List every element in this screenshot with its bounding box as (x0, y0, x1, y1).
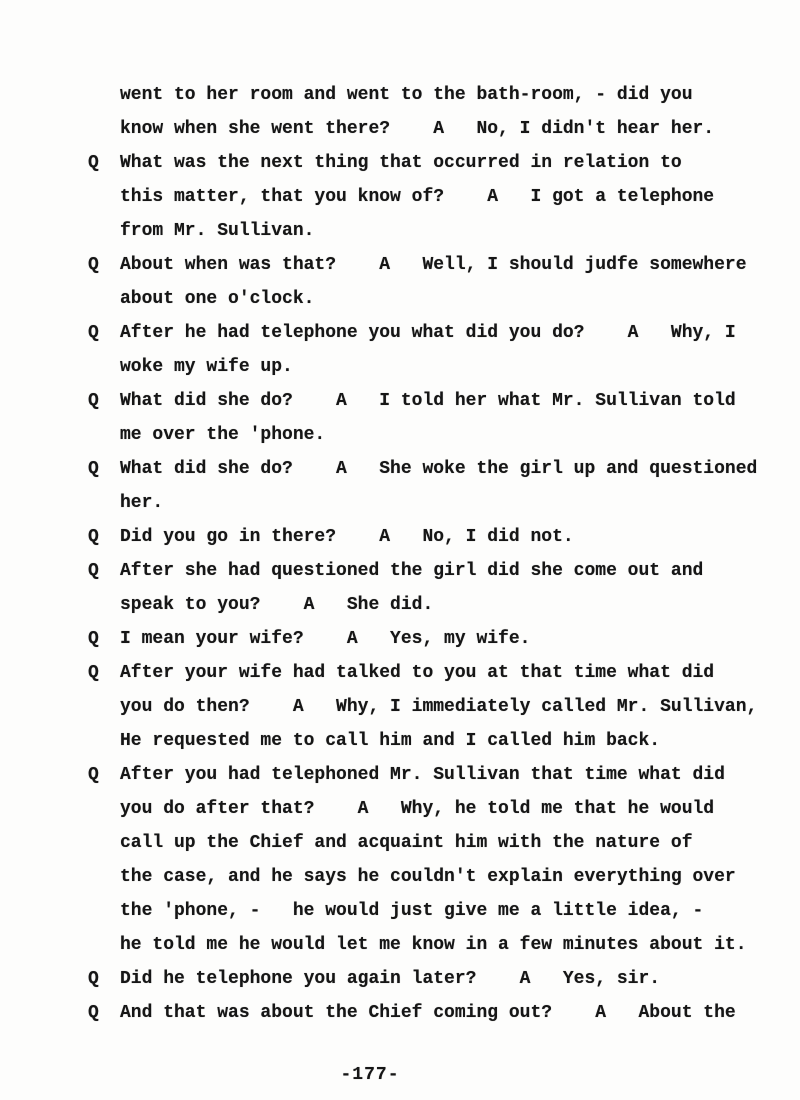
question-marker (88, 78, 120, 112)
question-marker (88, 418, 120, 452)
transcript-line-text: speak to you? A She did. (120, 595, 434, 615)
question-marker (88, 282, 120, 316)
question-marker (88, 792, 120, 826)
transcript-line (0, 962, 800, 996)
transcript-line-text: Did he telephone you again later? A Yes, sir. (120, 969, 661, 989)
transcript-line-text: the 'phone, - he would just give me a little idea, - (120, 901, 704, 921)
transcript-line (0, 554, 800, 588)
question-marker: Q (88, 663, 99, 683)
transcript-line (0, 214, 800, 248)
question-marker (88, 486, 120, 520)
question-marker (88, 350, 120, 384)
question-marker: Q (88, 765, 99, 785)
question-marker: Q (88, 561, 99, 581)
transcript-line (0, 316, 800, 350)
transcript-line (0, 520, 800, 554)
question-marker (88, 860, 120, 894)
transcript-line-text: After you had telephoned Mr. Sullivan that time what did (120, 765, 725, 785)
transcript-line (0, 146, 800, 180)
question-marker (88, 690, 120, 724)
transcript-line (0, 894, 800, 928)
transcript-body (0, 78, 800, 1030)
transcript-line-text: What was the next thing that occurred in relation to (120, 153, 682, 173)
question-marker: Q (88, 459, 99, 479)
transcript-line-text: me over the 'phone. (120, 425, 326, 445)
transcript-line-text: about one o'clock. (120, 289, 315, 309)
question-marker: Q (88, 255, 99, 275)
transcript-line-text: her. (120, 493, 164, 513)
question-marker: Q (88, 391, 99, 411)
transcript-line (0, 180, 800, 214)
transcript-line-text: you do after that? A Why, he told me that he would (120, 799, 715, 819)
transcript-line-text: After your wife had talked to you at that time what did (120, 663, 715, 683)
transcript-line-text: call up the Chief and acquaint him with the nature of (120, 833, 693, 853)
transcript-line (0, 656, 800, 690)
transcript-line (0, 996, 800, 1030)
question-marker (88, 180, 120, 214)
transcript-line-text: What did she do? A She woke the girl up and questioned (120, 459, 758, 479)
transcript-line (0, 350, 800, 384)
transcript-line (0, 418, 800, 452)
transcript-line (0, 248, 800, 282)
transcript-line (0, 928, 800, 962)
transcript-line (0, 826, 800, 860)
transcript-line-text: from Mr. Sullivan. (120, 221, 315, 241)
transcript-line-text: He requested me to call him and I called him back. (120, 731, 661, 751)
question-marker (88, 214, 120, 248)
question-marker (88, 928, 120, 962)
page-number: -177- (340, 1065, 400, 1085)
transcript-line-text: he told me he would let me know in a few minutes about it. (120, 935, 747, 955)
question-marker (88, 588, 120, 622)
question-marker (88, 894, 120, 928)
transcript-line (0, 486, 800, 520)
transcript-line (0, 112, 800, 146)
transcript-line (0, 622, 800, 656)
transcript-line-text: you do then? A Why, I immediately called Mr. Sullivan, (120, 697, 758, 717)
transcript-line (0, 724, 800, 758)
question-marker (88, 826, 120, 860)
transcript-line (0, 792, 800, 826)
transcript-line-text: After she had questioned the girl did she come out and (120, 561, 704, 581)
transcript-line (0, 758, 800, 792)
transcript-line-text: Did you go in there? A No, I did not. (120, 527, 574, 547)
transcript-line-text: this matter, that you know of? A I got a telephone (120, 187, 715, 207)
transcript-line-text: know when she went there? A No, I didn't hear her. (120, 119, 715, 139)
transcript-line-text: the case, and he says he couldn't explain everything over (120, 867, 736, 887)
transcript-line-text: woke my wife up. (120, 357, 293, 377)
transcript-line (0, 78, 800, 112)
transcript-line-text: went to her room and went to the bath-room, - did you (120, 85, 693, 105)
transcript-line (0, 860, 800, 894)
transcript-line-text: About when was that? A Well, I should judfe somewhere (120, 255, 747, 275)
transcript-line-text: I mean your wife? A Yes, my wife. (120, 629, 531, 649)
transcript-line (0, 452, 800, 486)
question-marker: Q (88, 527, 99, 547)
question-marker: Q (88, 323, 99, 343)
transcript-line (0, 384, 800, 418)
transcript-line (0, 690, 800, 724)
question-marker: Q (88, 629, 99, 649)
transcript-line-text: And that was about the Chief coming out? A About the (120, 1003, 736, 1023)
question-marker: Q (88, 969, 99, 989)
transcript-line (0, 282, 800, 316)
question-marker: Q (88, 153, 99, 173)
question-marker (88, 724, 120, 758)
transcript-line (0, 588, 800, 622)
question-marker: Q (88, 1003, 99, 1023)
transcript-line-text: After he had telephone you what did you do? A Why, I (120, 323, 736, 343)
transcript-line-text: What did she do? A I told her what Mr. Sullivan told (120, 391, 736, 411)
question-marker (88, 112, 120, 146)
